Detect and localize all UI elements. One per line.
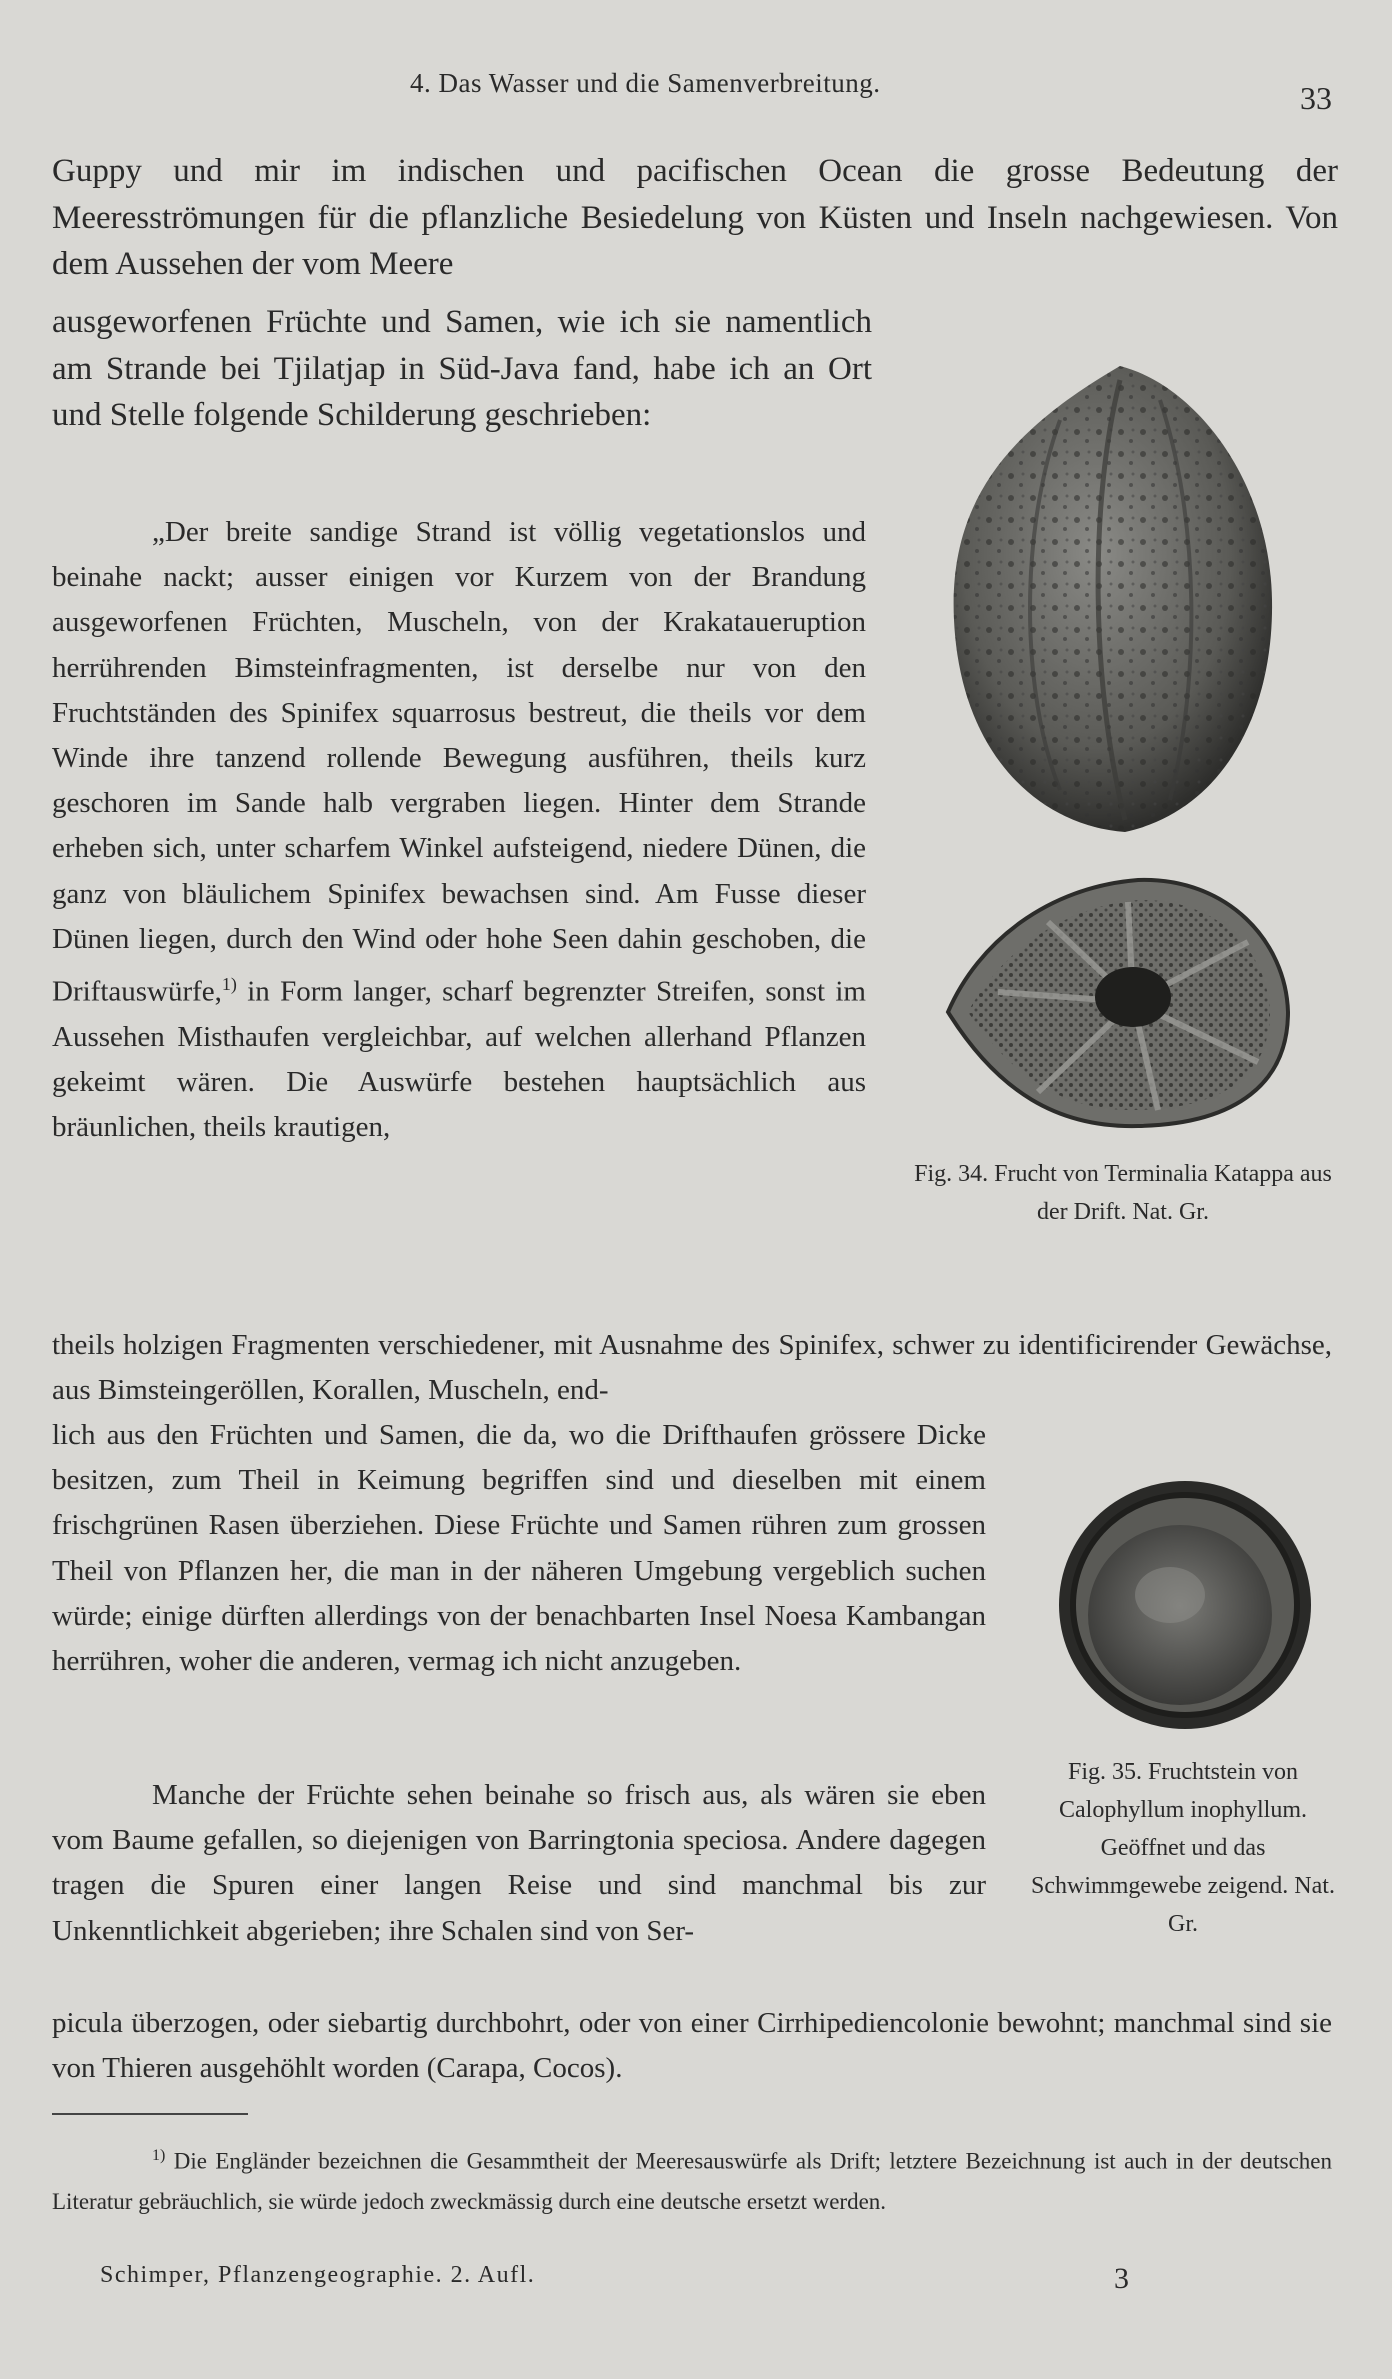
fig35-stone-illustration	[1055, 1475, 1315, 1735]
quote-block-a	[52, 510, 866, 1151]
footer-source: Schimper, Pflanzengeographie. 2. Aufl.	[100, 2262, 536, 2288]
running-title: 4. Das Wasser und die Samenverbreitung.	[410, 68, 881, 98]
quote-text-a: „Der breite sandige Strand ist völlig vegetationslos und beinahe nackt; ausser einigen vor Kurzem von der Brandung ausgeworfenen Früchten, Muscheln, von der Krakataueruption herrührenden Bimsteinfragmenten, ist derselbe nur von den Fruchtständen des Spinifex squarrosus bestreut, die theils vor dem Winde ihre tanzend rollende Bewegung ausführen, theils kurz geschoren im Sande halb vergraben liegen. Hinter dem Strande erheben sich, unter scharfem Winkel aufsteigend, niedere Dünen, die ganz von bläulichem Spinifex bewachsen sind. Am Fusse dieser Dünen liegen, durch den Wind oder hohe Seen dahin geschoben, die Driftauswürfe,	[52, 516, 866, 1008]
paragraph-main: Manche der Früchte sehen beinahe so frisch aus, als wären sie eben vom Baume gefallen, so diejenigen von Barringtonia speciosa. Andere dagegen tragen die Spuren einer langen Reise und sind manchmal bis zur Unkenntlichkeit abgerieben; ihre Schalen sind von Ser-	[52, 1779, 986, 1947]
footnote	[52, 2136, 1332, 2222]
footnote-marker: 1)	[152, 2147, 166, 2164]
fig35-caption: Fig. 35. Fruchtstein von Calophyllum inophyllum. Geöffnet und das Schwimmgewebe zeigend. Nat. Gr.	[1031, 1759, 1335, 1937]
quote-text-a2: in Form langer, scharf begrenzter Streifen, sonst im Aussehen Misthaufen vergleichbar, auf welchen allerhand Pflanzen gekeimt wären. Die Auswürfe bestehen hauptsächlich aus bräunlichen, theils krautigen,	[52, 975, 866, 1144]
paragraph-intro: Guppy und mir im indischen und pacifischen Ocean die grosse Bedeutung der Meeresströmungen für die pflanzliche Besiedelung von Küsten und Inseln nachgewiesen. Von dem Aussehen der vom Meere	[52, 153, 1338, 282]
quote-block-c: lich aus den Früchten und Samen, die da, wo die Drifthaufen grössere Dicke besitzen, zum Theil in Keimung begriffen sind und dieselben mit einem frischgrünen Rasen überziehen. Diese Früchte und Samen rühren zum grossen Theil von Pflanzen her, die man in der näheren Umgebung vergeblich suchen würde; einige dürften allerdings von der benachbarten Insel Noesa Kambangan herrühren, woher die anderen, vermag ich nicht anzugeben.	[52, 1419, 986, 1678]
printer-signature: 3	[1114, 2262, 1129, 2295]
paragraph-main-continued: picula überzogen, oder siebartig durchbohrt, oder von einer Cirrhipediencolonie bewohnt; manchmal sind sie von Thieren ausgehöhlt worden (Carapa, Cocos).	[52, 2007, 1332, 2085]
paragraph-intro-continued: ausgeworfenen Früchte und Samen, wie ich sie namentlich am Strande bei Tjilatjap in Süd-Java fand, habe ich an Ort und Stelle folgende Schilderung geschrieben:	[52, 304, 872, 433]
fig34-fruit-illustration	[940, 360, 1300, 840]
fig34-caption: Fig. 34. Frucht von Terminalia Katappa aus der Drift. Nat. Gr.	[914, 1161, 1332, 1225]
footnote-divider	[52, 2113, 248, 2115]
fig34-cross-section-illustration	[938, 862, 1298, 1132]
footnote-reference: 1)	[221, 974, 237, 995]
page-number: 33	[1300, 80, 1332, 116]
footnote-text: Die Engländer bezeichnen die Gesammtheit der Meeresauswürfe als Drift; letztere Bezeichnung ist auch in der deutschen Literatur gebräuchlich, sie würde jedoch zweckmässig durch eine deutsche ersetzt werden.	[52, 2148, 1332, 2214]
quote-block-b: theils holzigen Fragmenten verschiedener, mit Ausnahme des Spinifex, schwer zu identificirender Gewächse, aus Bimsteingeröllen, Korallen, Muscheln, end-	[52, 1329, 1332, 1407]
